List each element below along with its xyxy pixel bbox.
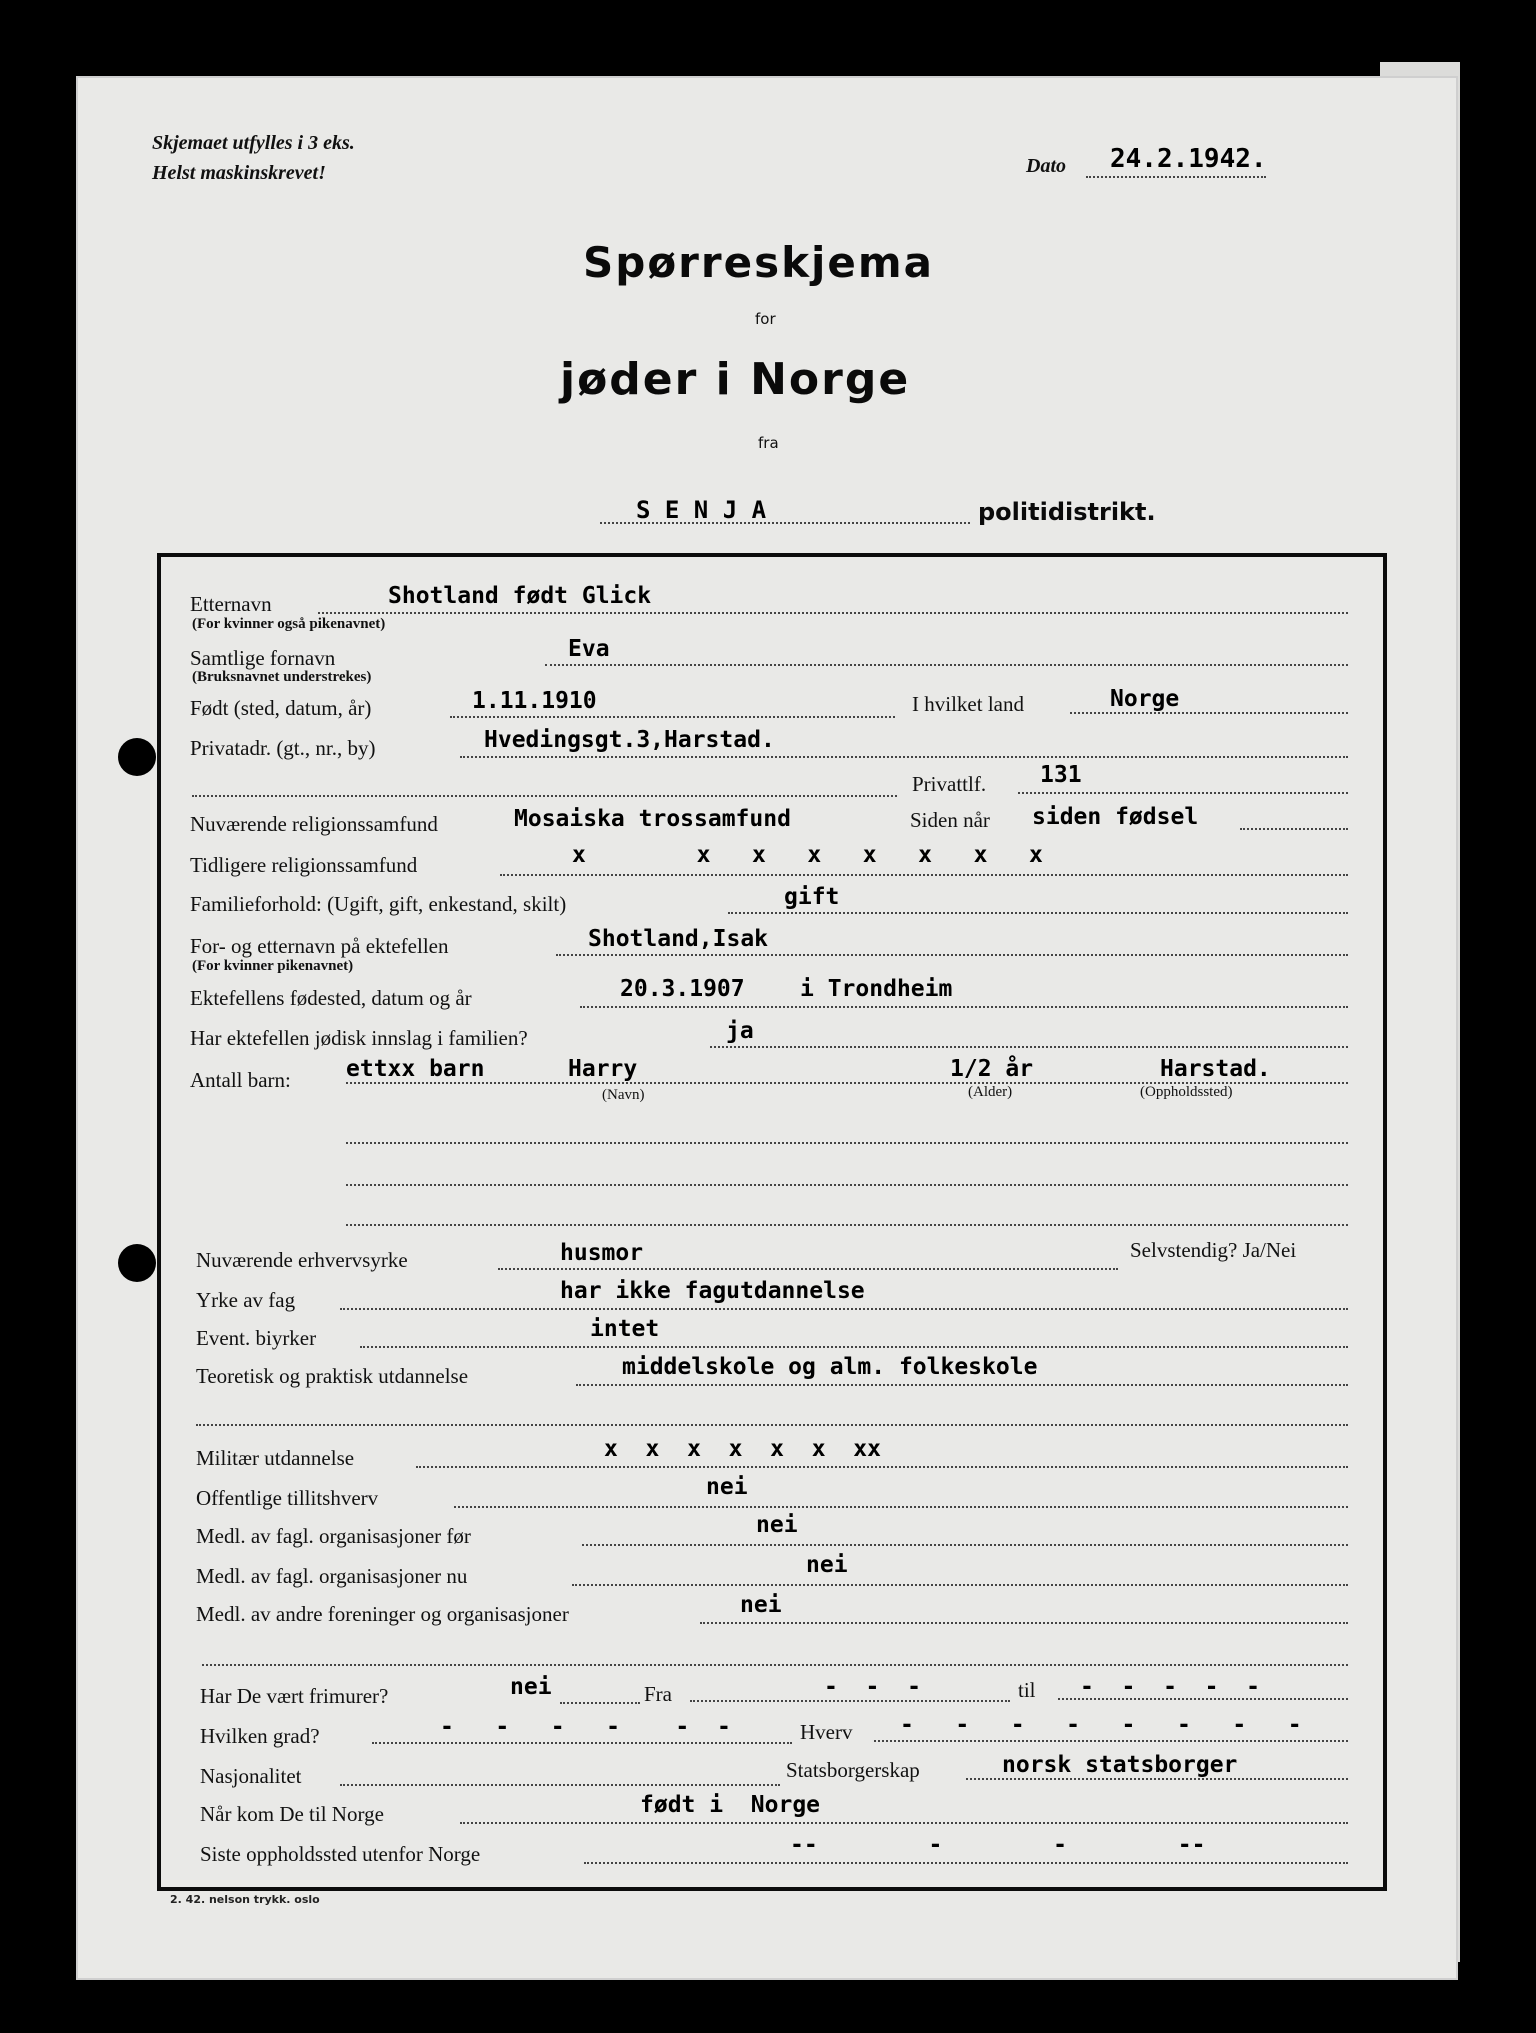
grad-value: - - - - - - <box>440 1714 731 1740</box>
yrke-label: Yrke av fag <box>196 1288 296 1312</box>
erhverv-label: Nuværende erhvervsyrke <box>196 1248 408 1272</box>
biyrker-value: intet <box>590 1316 660 1342</box>
frimurer-label: Har De vært frimurer? <box>200 1684 389 1708</box>
etternavn-value: Shotland født Glick <box>388 583 652 609</box>
privatadr-label: Privatadr. (gt., nr., by) <box>190 736 376 760</box>
ektefelle-fodt-label: Ektefellens fødested, datum og år <box>190 986 472 1010</box>
jodisk-value: ja <box>726 1018 754 1044</box>
district-label: politidistrikt. <box>978 498 1156 526</box>
siste-label: Siste oppholdssted utenfor Norge <box>200 1842 481 1866</box>
dato-value: 24.2.1942. <box>1110 144 1267 174</box>
org-for-value: nei <box>756 1512 798 1538</box>
familie-value: gift <box>784 884 840 910</box>
privattlf-label: Privattlf. <box>912 772 987 796</box>
col-opphold: (Oppholdssted) <box>1140 1084 1233 1100</box>
ektefelle-sub: (For kvinner pikenavnet) <box>192 958 354 974</box>
district-value: S E N J A <box>636 496 767 524</box>
tidl-religion-label: Tidligere religionssamfund <box>190 853 418 877</box>
barn-age: 1/2 år <box>950 1056 1034 1082</box>
fodt-value: 1.11.1910 <box>472 688 597 714</box>
org-for-label: Medl. av fagl. organisasjoner før <box>196 1524 471 1548</box>
barn-name: Harry <box>568 1056 638 1082</box>
printer-footer: 2. 42. nelson trykk. oslo <box>170 1893 320 1906</box>
til-label: til <box>1018 1678 1036 1702</box>
fornavn-label: Samtlige fornavn <box>190 646 336 670</box>
utdannelse-value: middelskole og alm. folkeskole <box>622 1354 1038 1380</box>
foreninger-label: Medl. av andre foreninger og organisasjoner <box>196 1602 569 1626</box>
title-fra: fra <box>758 434 779 452</box>
punch-hole <box>118 738 156 776</box>
ektefelle-fodt-value: 20.3.1907 i Trondheim <box>620 976 953 1002</box>
selvstendig-label: Selvstendig? Ja/Nei <box>1130 1238 1297 1262</box>
tillit-label: Offentlige tillitshverv <box>196 1486 379 1510</box>
dato-label: Dato <box>1026 155 1066 177</box>
land-label: I hvilket land <box>912 692 1024 716</box>
tidl-religion-value: x x x x x x x x <box>572 842 1043 868</box>
note-line-2: Helst maskinskrevet! <box>152 162 326 184</box>
etternavn-label: Etternavn <box>190 592 272 616</box>
punch-hole <box>118 1244 156 1282</box>
fra-label: Fra <box>644 1682 672 1706</box>
barn-label: Antall barn: <box>190 1068 291 1092</box>
militaer-label: Militær utdannelse <box>196 1446 355 1470</box>
fornavn-sub: (Bruksnavnet understrekes) <box>192 669 372 685</box>
religion-value: Mosaiska trossamfund <box>514 806 791 832</box>
til-value: - - - - - <box>1080 1674 1261 1700</box>
hverv-value: - - - - - - - - <box>900 1712 1302 1738</box>
hverv-label: Hverv <box>800 1720 853 1744</box>
frimurer-value: nei <box>510 1674 552 1700</box>
yrke-value: har ikke fagutdannelse <box>560 1278 865 1304</box>
title-for: for <box>755 310 776 328</box>
fra-value: - - - <box>824 1674 921 1700</box>
form-subject: jøder i Norge <box>560 354 911 405</box>
fornavn-value: Eva <box>568 636 610 662</box>
utdannelse-label: Teoretisk og praktisk utdannelse <box>196 1364 469 1388</box>
barn-place: Harstad. <box>1160 1056 1271 1082</box>
erhverv-value: husmor <box>560 1240 644 1266</box>
tillit-value: nei <box>706 1474 748 1500</box>
ektefelle-value: Shotland,Isak <box>588 926 769 952</box>
militaer-value: x x x x x x xx <box>604 1436 881 1462</box>
siden-label: Siden når <box>910 808 990 832</box>
familie-label: Familieforhold: (Ugift, gift, enkestand, skilt) <box>190 892 567 916</box>
jodisk-label: Har ektefellen jødisk innslag i familien? <box>190 1026 528 1050</box>
form-title: Spørreskjema <box>583 238 934 287</box>
col-alder: (Alder) <box>968 1084 1013 1100</box>
privattlf-value: 131 <box>1040 762 1082 788</box>
foreninger-value: nei <box>740 1592 782 1618</box>
nasjonalitet-label: Nasjonalitet <box>200 1764 302 1788</box>
statsborgerskap-label: Statsborgerskap <box>786 1758 920 1782</box>
kom-value: født i Norge <box>640 1792 821 1818</box>
ektefelle-label: For- og etternavn på ektefellen <box>190 934 449 958</box>
kom-label: Når kom De til Norge <box>200 1802 384 1826</box>
religion-label: Nuværende religionssamfund <box>190 812 438 836</box>
org-nu-value: nei <box>806 1552 848 1578</box>
privatadr-value: Hvedingsgt.3,Harstad. <box>484 727 775 753</box>
org-nu-label: Medl. av fagl. organisasjoner nu <box>196 1564 468 1588</box>
biyrker-label: Event. biyrker <box>196 1326 317 1350</box>
col-navn: (Navn) <box>602 1087 645 1103</box>
fodt-label: Født (sted, datum, år) <box>190 696 372 720</box>
grad-label: Hvilken grad? <box>200 1724 320 1748</box>
siden-value: siden fødsel <box>1032 804 1199 830</box>
etternavn-sub: (For kvinner også pikenavnet) <box>192 616 386 632</box>
barn-count: ettxx barn <box>346 1056 485 1082</box>
land-value: Norge <box>1110 686 1180 712</box>
siste-value: -- - - -- <box>790 1832 1206 1858</box>
statsborgerskap-value: norsk statsborger <box>1002 1752 1238 1778</box>
note-line-1: Skjemaet utfylles i 3 eks. <box>152 132 355 154</box>
